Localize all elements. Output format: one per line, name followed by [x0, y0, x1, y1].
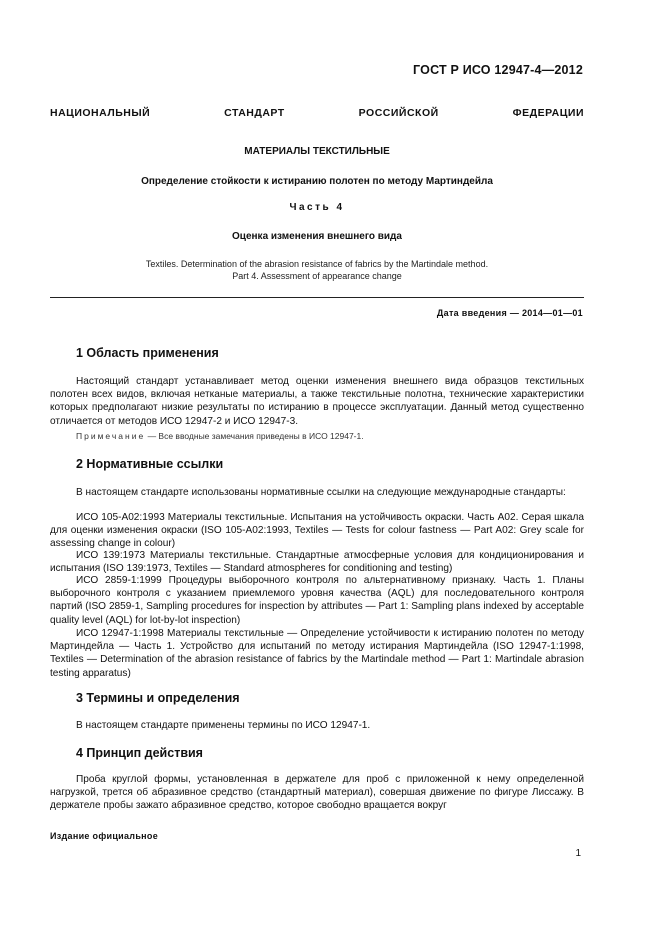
section-3-paragraph: В настоящем стандарте применены термины по ИСО 12947-1.	[76, 720, 371, 731]
section-4-heading: 4 Принцип действия	[76, 746, 203, 760]
part-title: Оценка изменения внешнего вида	[232, 231, 402, 242]
english-title	[50, 258, 584, 282]
section-4-paragraph: Проба круглой формы, установленная в держателе для проб с приложенной к нему определенной нагрузкой, трется об абразивное средство (стандартный материал), совершая движение по фигуре Лиссажу. В держателе пробы зажато абразивное средство, которое свободно вращается вокруг	[50, 774, 584, 812]
note-text: — Все вводные замечания приведены в ИСО 12947-1.	[145, 431, 364, 441]
english-title-line2: Part 4. Assessment of appearance change	[232, 271, 402, 281]
header-divider	[50, 297, 584, 298]
introduction-date: Дата введения — 2014—01—01	[436, 308, 583, 318]
section-3-heading: 3 Термины и определения	[76, 691, 240, 705]
reference-iso-12947-1: ИСО 12947-1:1998 Материалы текстильные — Определение устойчивости к истиранию полотен по методу Мартиндейла — Часть 1. Устройство для испытаний по методу истирания Мартиндейла (ISO 12947-1:1998, Textiles — Determination of the abrasion resistance of fabrics by the Martindale method — Part 1: Martindale abrasion testing apparatus)	[50, 628, 584, 679]
reference-iso-2859-1: ИСО 2859-1:1999 Процедуры выборочного контроля по альтернативному признаку. Часть 1. Планы выборочного контроля с указанием приемлемого уровня качества (AQL) для последовательного контроля партий (ISO 2859-1, Sampling procedures for inspection by attributes — Part 1: Sampling plans indexed by acceptable quality level (AQL) for lot-by-lot inspection)	[50, 575, 584, 626]
document-title: МАТЕРИАЛЫ ТЕКСТИЛЬНЫЕ	[244, 146, 390, 157]
national-standard-banner: НАЦИОНАЛЬНЫЙ СТАНДАРТ РОССИЙСКОЙ ФЕДЕРАЦИИ	[50, 107, 584, 119]
section-1-paragraph: Настоящий стандарт устанавливает метод оценки изменения внешнего вида образцов текстильных полотен всех видов, включая нетканые материалы, а также текстильные полотна, технические характеристики которых предполагают низкие результаты по истиранию в процессе эксплуатации. Данный метод существенно отличается от методов ИСО 12947-2 и ИСО 12947-3.	[50, 376, 584, 427]
page-number: 1	[575, 848, 581, 859]
reference-iso-105-a02: ИСО 105-A02:1993 Материалы текстильные. Испытания на устойчивость окраски. Часть A02. Серая шкала для оценки изменения окраски (ISO 105-A02:1993, Textiles — Tests for colour fastness — Part A02: Grey scale for assessing change in colour)	[50, 512, 584, 550]
section-2-heading: 2 Нормативные ссылки	[76, 457, 224, 471]
edition-label: Издание официальное	[50, 831, 159, 841]
reference-iso-139: ИСО 139:1973 Материалы текстильные. Стандартные атмосферные условия для кондиционирования и испытания (ISO 139:1973, Textiles — Standard atmospheres for conditioning and testing)	[50, 550, 584, 575]
part-number: Часть 4	[289, 202, 345, 213]
section-2-intro: В настоящем стандарте использованы нормативные ссылки на следующие международные стандарты:	[76, 487, 566, 498]
document-subtitle: Определение стойкости к истиранию полотен по методу Мартиндейла	[141, 176, 493, 187]
section-1-note	[76, 431, 364, 441]
standard-code: ГОСТ Р ИСО 12947-4—2012	[413, 63, 583, 77]
note-label: Примечание	[76, 431, 146, 441]
section-1-heading: 1 Область применения	[76, 346, 219, 360]
english-title-line1: Textiles. Determination of the abrasion resistance of fabrics by the Martindale method.	[145, 259, 489, 269]
